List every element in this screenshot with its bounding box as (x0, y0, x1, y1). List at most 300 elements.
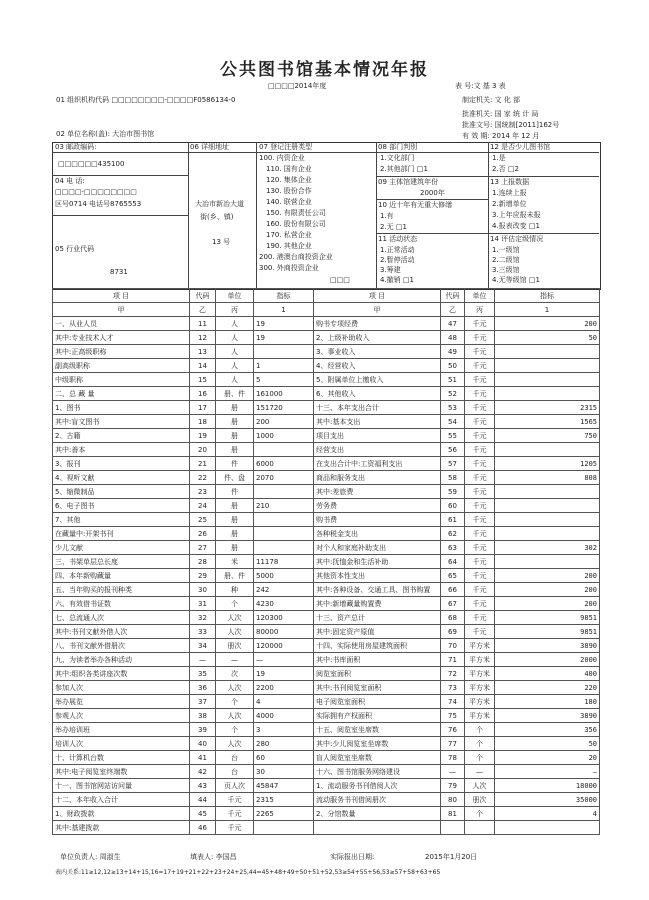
left-item: 其中:专业技术人才 (53, 331, 190, 345)
right-value: 18000 (495, 779, 600, 793)
right-item: 十四、实际使用房屋建筑面积 (314, 639, 441, 653)
right-code: 76 (441, 723, 465, 737)
right-code: 71 (441, 653, 465, 667)
reg-item: 160. 股份有限公司 (266, 220, 326, 228)
right-value: 200 (495, 317, 600, 331)
right-code: 62 (441, 527, 465, 541)
right-value (495, 373, 600, 387)
left-unit: 千元 (216, 821, 254, 835)
right-unit: 千元 (465, 401, 495, 415)
left-code: 16 (190, 387, 216, 401)
left-value (254, 541, 314, 555)
left-item: 其中:书刊文献外借人次 (53, 625, 190, 639)
right-code: 54 (441, 415, 465, 429)
right-code: 50 (441, 359, 465, 373)
industry-label: 05 行业代码 (55, 245, 95, 253)
left-value (254, 345, 314, 359)
subheader-cell: 丙 (465, 303, 495, 317)
left-item: 举办培训班 (53, 723, 190, 737)
left-code: 41 (190, 751, 216, 765)
left-code: 12 (190, 331, 216, 345)
left-unit: 台 (216, 765, 254, 779)
right-item: 商品和服务支出 (314, 471, 441, 485)
right-unit: 平方米 (465, 639, 495, 653)
report-item: 4.报表改变 □1 (492, 222, 540, 230)
right-item: 电子阅览室面积 (314, 695, 441, 709)
left-unit: 人次 (216, 709, 254, 723)
left-item: 6、电子图书 (53, 499, 190, 513)
reg-item: 130. 股份合作 (266, 187, 312, 195)
filler: 填表人: 李国昌 (190, 853, 237, 861)
right-code: 57 (441, 457, 465, 471)
minority-item: 1.是 (492, 154, 506, 162)
right-value: 2315 (495, 401, 600, 415)
left-unit: 页人次 (216, 779, 254, 793)
right-value: 1205 (495, 457, 600, 471)
right-code: 60 (441, 499, 465, 513)
reg-item: 170. 私营企业 (266, 231, 312, 239)
activity-label: 11 活动状态 (378, 235, 418, 243)
right-unit: 千元 (465, 499, 495, 513)
subheader-row (53, 303, 600, 317)
table-row (53, 317, 600, 331)
right-value (495, 443, 600, 457)
right-value: 400 (495, 667, 600, 681)
right-value: 3890 (495, 709, 600, 723)
table-row (53, 359, 600, 373)
left-value: 4230 (254, 597, 314, 611)
right-item: 十三、本年支出合计 (314, 401, 441, 415)
table-row (53, 373, 600, 387)
left-unit: 个 (216, 695, 254, 709)
report-label: 13 上报数据 (490, 178, 530, 186)
right-item: 其中:各种设备、交通工具、图书购置 (314, 583, 441, 597)
right-value (495, 499, 600, 513)
left-unit: 米 (216, 555, 254, 569)
left-value: 200 (254, 415, 314, 429)
left-code: 29 (190, 569, 216, 583)
left-item: 十一、图书馆网站访问量 (53, 779, 190, 793)
left-code: 37 (190, 695, 216, 709)
left-code: 18 (190, 415, 216, 429)
table-row (53, 429, 600, 443)
header-cell: 单位 (465, 289, 495, 303)
table-row (53, 723, 600, 737)
left-value: 2200 (254, 681, 314, 695)
left-unit: 册 (216, 513, 254, 527)
left-unit: 件 (216, 485, 254, 499)
left-item: 三、书架单层总长度 (53, 555, 190, 569)
table-row (53, 751, 600, 765)
left-value: 19 (254, 331, 314, 345)
reg-item: 200. 港澳台商投资企业 (259, 253, 333, 261)
right-value: 200 (495, 597, 600, 611)
table-row (53, 569, 600, 583)
right-code: 66 (441, 583, 465, 597)
right-code: 61 (441, 513, 465, 527)
table-row (53, 527, 600, 541)
right-item: 其中:书刊阅览室面积 (314, 681, 441, 695)
left-code: 11 (190, 317, 216, 331)
left-item: 4、视听文献 (53, 471, 190, 485)
left-unit: 人 (216, 331, 254, 345)
address-town: 街(乡、镇) (200, 213, 234, 221)
right-item: 阅览室面积 (314, 667, 441, 681)
right-value: 4 (495, 807, 600, 821)
left-item: 五、当年购买的报刊种类 (53, 583, 190, 597)
approval-number: 批准文号: 国统制[2011]162号 (462, 121, 560, 129)
founded-label: 09 主体馆建筑年份 (378, 178, 439, 186)
right-unit: 册次 (465, 793, 495, 807)
right-item: 其中:固定资产原值 (314, 625, 441, 639)
right-unit: — (465, 765, 495, 779)
right-value: 1565 (495, 415, 600, 429)
right-item: 3、事业收入 (314, 345, 441, 359)
right-unit: 千元 (465, 457, 495, 471)
reg-item: 110. 国有企业 (266, 165, 312, 173)
dept-item: 1.文化部门 (380, 154, 415, 162)
right-code: 72 (441, 667, 465, 681)
right-value: 3890 (495, 639, 600, 653)
header-cell: 项 目 (314, 289, 441, 303)
right-unit: 千元 (465, 527, 495, 541)
left-item: 其中:基建拨款 (53, 821, 190, 835)
left-value: 19 (254, 667, 314, 681)
report-item: 3.上年应报未报 (492, 211, 541, 219)
reg-type-label: 07 登记注册类型 (259, 143, 313, 151)
reg-item: 120. 集体企业 (266, 176, 312, 184)
right-code: 47 (441, 317, 465, 331)
industry-value: 8731 (110, 268, 128, 276)
right-value: 50 (495, 331, 600, 345)
right-unit: 个 (465, 751, 495, 765)
left-value: 210 (254, 499, 314, 513)
right-unit: 千元 (465, 317, 495, 331)
reg-item: 300. 外商投资企业 (259, 264, 319, 272)
header-cell: 代码 (441, 289, 465, 303)
table-row (53, 541, 600, 555)
right-unit: 千元 (465, 611, 495, 625)
left-value: 2070 (254, 471, 314, 485)
subheader-cell: 甲 (314, 303, 441, 317)
left-unit: 册次 (216, 639, 254, 653)
left-unit: 人 (216, 317, 254, 331)
right-item: 其中:书库面积 (314, 653, 441, 667)
right-code (441, 821, 465, 835)
right-item: 2、上级补助收入 (314, 331, 441, 345)
right-unit: 平方米 (465, 681, 495, 695)
right-value (495, 821, 600, 835)
right-unit: 千元 (465, 583, 495, 597)
renovate-item: 2.无 □1 (380, 223, 407, 231)
table-relations: 表内关系:11≥12,12≥13+14+15,16=17+19+21+22+23+24+25,44=45+48+49+50+51+52,53≥54+55+56,53≥57+58+63+65 (55, 869, 441, 876)
left-code: 24 (190, 499, 216, 513)
table-row (53, 597, 600, 611)
right-item: 流动服务书刊借阅册次 (314, 793, 441, 807)
activity-item: 4.撤销 □1 (380, 276, 414, 284)
left-unit: 人 (216, 373, 254, 387)
left-item: 1、图书 (53, 401, 190, 415)
left-code: 15 (190, 373, 216, 387)
right-item: 在支出合计中:工资福利支出 (314, 457, 441, 471)
left-code: 45 (190, 807, 216, 821)
left-value: 242 (254, 583, 314, 597)
left-value (254, 527, 314, 541)
left-unit: 次 (216, 667, 254, 681)
right-item: 购书费 (314, 513, 441, 527)
right-unit: 千元 (465, 471, 495, 485)
left-item: 九、为读者举办各种活动 (53, 653, 190, 667)
table-row (53, 345, 600, 359)
right-value: 50 (495, 737, 600, 751)
right-unit: 千元 (465, 359, 495, 373)
left-item: 六、有效借书证数 (53, 597, 190, 611)
right-unit: 个 (465, 737, 495, 751)
left-code: 14 (190, 359, 216, 373)
left-code: 13 (190, 345, 216, 359)
table-row (53, 471, 600, 485)
right-item: 2、分馆数量 (314, 807, 441, 821)
maker: 制定机关: 文 化 部 (462, 96, 521, 104)
left-value: 2265 (254, 807, 314, 821)
left-code: 44 (190, 793, 216, 807)
subheader-cell: 丙 (216, 303, 254, 317)
right-value (495, 345, 600, 359)
right-item: 项目支出 (314, 429, 441, 443)
minority-item: 2.否 □2 (492, 165, 519, 173)
right-item: 购书专项经费 (314, 317, 441, 331)
right-unit: 千元 (465, 345, 495, 359)
rating-item: 1.一级馆 (492, 246, 520, 254)
report-title: 公共图书馆基本情况年报 (220, 60, 429, 80)
left-code: 23 (190, 485, 216, 499)
right-unit: 平方米 (465, 709, 495, 723)
principal: 单位负责人: 周淑生 (60, 853, 121, 861)
table-row (53, 387, 600, 401)
left-code: — (190, 653, 216, 667)
right-value: 200 (495, 583, 600, 597)
left-unit: 千元 (216, 793, 254, 807)
header-row (53, 289, 600, 303)
left-unit: 人次 (216, 611, 254, 625)
left-unit: 人 (216, 345, 254, 359)
right-code: 74 (441, 695, 465, 709)
table-row (53, 639, 600, 653)
reg-boxes: □□□ (330, 276, 350, 284)
left-value: 80000 (254, 625, 314, 639)
left-code: 42 (190, 765, 216, 779)
form-number: 表 号:文 基 3 表 (455, 82, 506, 90)
unit-name: 02 单位名称(盖): 大冶市图书馆 (56, 130, 155, 138)
right-item: 各种税金支出 (314, 527, 441, 541)
right-code: 55 (441, 429, 465, 443)
left-value (254, 821, 314, 835)
address-road: 大冶市新冶大道 (195, 200, 244, 208)
left-item: 参加人次 (53, 681, 190, 695)
left-value: 4000 (254, 709, 314, 723)
activity-item: 3.筹建 (380, 266, 401, 274)
left-code: 25 (190, 513, 216, 527)
left-item: 举办展览 (53, 695, 190, 709)
right-value: 808 (495, 471, 600, 485)
right-code: 56 (441, 443, 465, 457)
phone-label: 04 电 话: (55, 177, 85, 185)
right-unit: 人次 (465, 779, 495, 793)
left-value: 120300 (254, 611, 314, 625)
left-unit: 件、盘 (216, 471, 254, 485)
table-row (53, 779, 600, 793)
left-code: 30 (190, 583, 216, 597)
left-value (254, 485, 314, 499)
left-code: 43 (190, 779, 216, 793)
right-unit: 个 (465, 807, 495, 821)
dept-label: 08 部门判别 (378, 143, 418, 151)
right-value (495, 513, 600, 527)
left-code: 34 (190, 639, 216, 653)
left-unit: 千元 (216, 807, 254, 821)
right-unit: 平方米 (465, 695, 495, 709)
right-value (495, 555, 600, 569)
subheader-cell: 甲 (53, 303, 190, 317)
table-row (53, 807, 600, 821)
right-value (495, 485, 600, 499)
left-unit: 册、件 (216, 387, 254, 401)
header-cell: 代码 (190, 289, 216, 303)
table-row (53, 443, 600, 457)
founded-value: 2000年 (420, 189, 445, 197)
left-value: 60 (254, 751, 314, 765)
table-row (53, 695, 600, 709)
left-code: 39 (190, 723, 216, 737)
left-unit: 册 (216, 429, 254, 443)
table-row (53, 401, 600, 415)
valid-period: 有 效 期: 2014 年 12 月 (462, 132, 540, 140)
left-unit: 册、件 (216, 569, 254, 583)
left-value: 45847 (254, 779, 314, 793)
right-unit: 千元 (465, 415, 495, 429)
table-row (53, 709, 600, 723)
left-item: 培训人次 (53, 737, 190, 751)
left-unit: 人次 (216, 737, 254, 751)
left-code: 46 (190, 821, 216, 835)
right-unit (465, 821, 495, 835)
right-item: 其中:少儿阅览室坐席数 (314, 737, 441, 751)
table-row (53, 415, 600, 429)
approver: 批准机关: 国 家 统 计 局 (462, 110, 539, 118)
right-unit: 平方米 (465, 653, 495, 667)
left-unit: 个 (216, 723, 254, 737)
left-unit: 人次 (216, 625, 254, 639)
table-row (53, 457, 600, 471)
table-row (53, 681, 600, 695)
right-value: — (495, 765, 600, 779)
left-code: 35 (190, 667, 216, 681)
left-value: 30 (254, 765, 314, 779)
table-row (53, 821, 600, 835)
left-unit: 台 (216, 751, 254, 765)
right-item: 实际拥有产权面积 (314, 709, 441, 723)
right-value: 35000 (495, 793, 600, 807)
address-label: 06 详细地址 (190, 143, 230, 151)
left-item: 少儿文献 (53, 541, 190, 555)
postal-label: 03 邮政编码: (55, 143, 97, 151)
rating-item: 2.二级馆 (492, 256, 520, 264)
right-item (314, 821, 441, 835)
header-cell: 单位 (216, 289, 254, 303)
left-code: 40 (190, 737, 216, 751)
table-row (53, 555, 600, 569)
renovate-label: 10 近十年有无重大修缮 (378, 201, 453, 209)
left-unit: 人次 (216, 681, 254, 695)
phone-value: 区号0714 电话号8765553 (55, 200, 142, 208)
left-unit: — (216, 653, 254, 667)
right-unit: 千元 (465, 625, 495, 639)
left-unit: 个 (216, 597, 254, 611)
right-item: 劳务费 (314, 499, 441, 513)
right-item: 其中:抚恤金和生活补助 (314, 555, 441, 569)
left-unit: 人 (216, 359, 254, 373)
right-code: 53 (441, 401, 465, 415)
address-number: 13 号 (212, 238, 231, 246)
left-item: 十、计算机台数 (53, 751, 190, 765)
left-item: 其中:盲文图书 (53, 415, 190, 429)
right-unit: 平方米 (465, 667, 495, 681)
right-unit: 千元 (465, 597, 495, 611)
left-code: 27 (190, 541, 216, 555)
right-code: 69 (441, 625, 465, 639)
left-value: 1000 (254, 429, 314, 443)
minority-label: 12 是否少儿图书馆 (490, 143, 551, 151)
subheader-cell: 乙 (190, 303, 216, 317)
left-item: 二、总 藏 量 (53, 387, 190, 401)
right-unit: 千元 (465, 387, 495, 401)
left-unit: 册 (216, 541, 254, 555)
rating-item: 3.三级馆 (492, 266, 520, 274)
right-value: 2000 (495, 653, 600, 667)
left-item: 副高级职称 (53, 359, 190, 373)
right-unit: 千元 (465, 513, 495, 527)
left-item: 七、总流通人次 (53, 611, 190, 625)
left-unit: 件 (216, 457, 254, 471)
right-unit: 千元 (465, 555, 495, 569)
right-item: 其中:基本支出 (314, 415, 441, 429)
right-code: 67 (441, 597, 465, 611)
right-code: 65 (441, 569, 465, 583)
renovate-item: 1.有 (380, 212, 394, 220)
table-row (53, 667, 600, 681)
left-code: 21 (190, 457, 216, 471)
right-item: 十六、图书馆服务网络建设 (314, 765, 441, 779)
table-row (53, 499, 600, 513)
org-code: 01 组织机构代码 □□□□□□□□-□□□□F0586134-0 (56, 96, 236, 104)
report-date-label: 实际报出日期: (330, 853, 375, 861)
right-unit: 千元 (465, 429, 495, 443)
reg-item: 140. 联营企业 (266, 198, 312, 206)
left-value: 5 (254, 373, 314, 387)
left-value: 1 (254, 359, 314, 373)
left-unit: 册 (216, 443, 254, 457)
statistics-table (52, 288, 600, 835)
left-item: 7、其他 (53, 513, 190, 527)
right-code: — (441, 765, 465, 779)
right-unit: 个 (465, 723, 495, 737)
left-item: 在藏量中:开架书刊 (53, 527, 190, 541)
left-value: 11178 (254, 555, 314, 569)
subheader-cell: 1 (254, 303, 314, 317)
right-value (495, 387, 600, 401)
right-item: 对个人和家庭补助支出 (314, 541, 441, 555)
right-code: 73 (441, 681, 465, 695)
